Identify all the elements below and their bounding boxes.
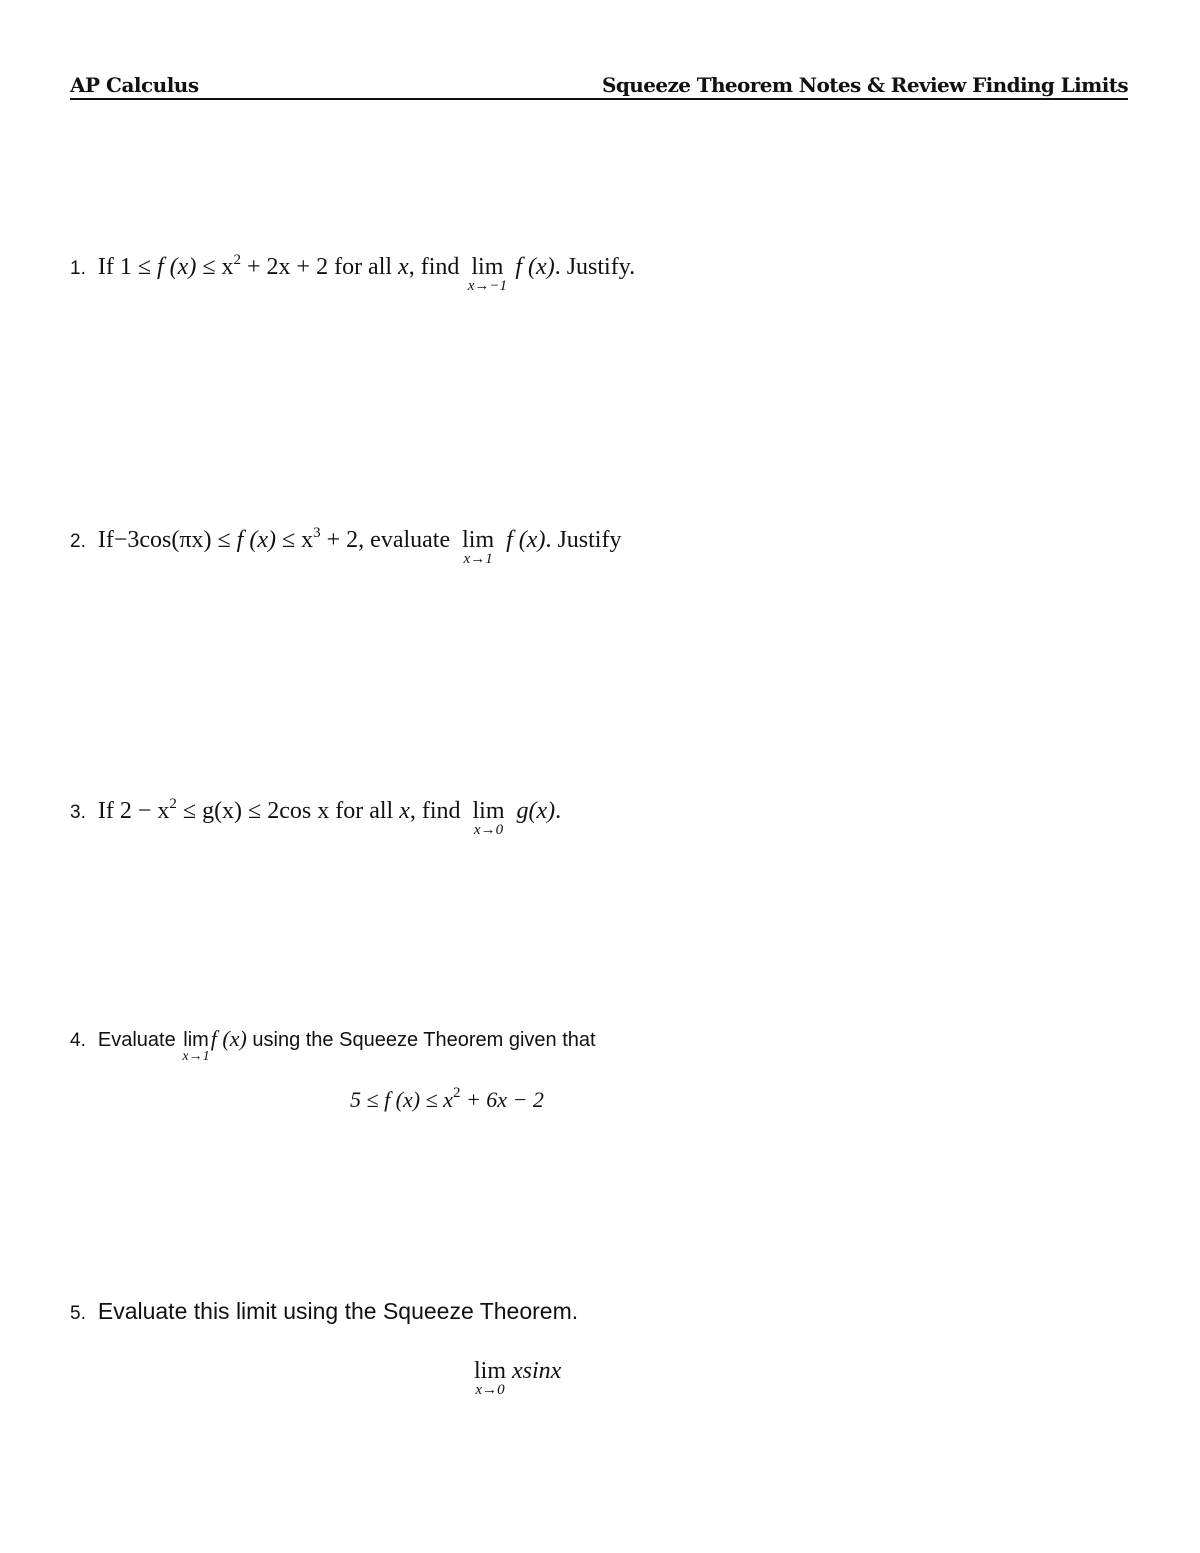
course-name: AP Calculus bbox=[70, 73, 199, 97]
limit-symbol: lim bbox=[462, 527, 495, 553]
problem-text: . bbox=[555, 798, 562, 824]
problem-5 bbox=[70, 1298, 578, 1325]
problem-5-limit-expression bbox=[474, 1358, 562, 1398]
limit-symbol: lim bbox=[183, 1029, 209, 1051]
limit-subscript: x→−1 bbox=[467, 278, 508, 294]
exponent: 2 bbox=[233, 252, 241, 268]
problem-text: If 1 ≤ bbox=[97, 254, 158, 280]
problem-text: , find bbox=[408, 254, 466, 280]
problem-text: , find bbox=[409, 798, 467, 824]
limit-symbol: lim bbox=[474, 1358, 507, 1384]
problem-3 bbox=[70, 796, 562, 838]
math-function: f (x) bbox=[509, 254, 555, 280]
exponent: 2 bbox=[452, 1085, 461, 1101]
problem-text: ≤ x bbox=[275, 527, 314, 553]
math-function: g(x) bbox=[510, 798, 556, 824]
problem-text: + 2x + 2 for all bbox=[241, 254, 399, 280]
limit-subscript: x→1 bbox=[182, 1049, 210, 1064]
problem-1 bbox=[70, 252, 636, 294]
limit-subscript: x→0 bbox=[473, 822, 504, 838]
problem-text: Evaluate bbox=[97, 1029, 182, 1051]
inequality-text: 5 ≤ f (x) ≤ x bbox=[350, 1087, 453, 1112]
limit-symbol: lim bbox=[472, 798, 505, 824]
limit-notation bbox=[472, 798, 505, 838]
problem-text: ≤ x bbox=[196, 254, 234, 280]
problem-2 bbox=[70, 525, 622, 567]
limit-expression: xsinx bbox=[506, 1358, 562, 1384]
limit-symbol: lim bbox=[471, 254, 504, 280]
problem-text: If 2 − x bbox=[97, 798, 170, 824]
exponent: 2 bbox=[169, 796, 177, 812]
problem-number: 5. bbox=[70, 1303, 86, 1324]
math-function: f (x) bbox=[500, 527, 546, 553]
problem-text: using the Squeeze Theorem given that bbox=[246, 1029, 596, 1051]
math-function: f (x) bbox=[236, 527, 276, 553]
problem-4-inequality bbox=[350, 1085, 544, 1113]
inequality-text: + 6x − 2 bbox=[460, 1087, 544, 1112]
problem-text: . Justify bbox=[545, 527, 622, 553]
limit-notation bbox=[474, 1358, 507, 1398]
problem-number: 2. bbox=[70, 531, 86, 552]
problem-number: 4. bbox=[70, 1030, 86, 1051]
math-variable: x bbox=[398, 254, 409, 280]
page-header bbox=[70, 70, 1128, 100]
problem-number: 1. bbox=[70, 258, 86, 279]
limit-notation bbox=[467, 254, 508, 294]
problem-text: Evaluate this limit using the Squeeze Theorem. bbox=[97, 1298, 579, 1324]
problem-4 bbox=[70, 1026, 596, 1064]
problem-text: If−3cos(πx) ≤ bbox=[97, 527, 237, 553]
math-function: f (x) bbox=[157, 254, 197, 280]
limit-notation bbox=[462, 527, 495, 567]
problem-text: . Justify. bbox=[554, 254, 636, 280]
math-variable: x bbox=[399, 798, 410, 824]
exponent: 3 bbox=[313, 525, 321, 541]
limit-subscript: x→1 bbox=[463, 551, 493, 567]
math-function: f (x) bbox=[210, 1026, 247, 1051]
limit-subscript: x→0 bbox=[475, 1382, 505, 1398]
problem-number: 3. bbox=[70, 802, 86, 823]
limit-notation bbox=[182, 1029, 210, 1064]
worksheet-title: Squeeze Theorem Notes & Review Finding Limits bbox=[602, 73, 1128, 97]
problem-text: + 2, evaluate bbox=[320, 527, 457, 553]
problem-text: ≤ g(x) ≤ 2cos x for all bbox=[176, 798, 400, 824]
